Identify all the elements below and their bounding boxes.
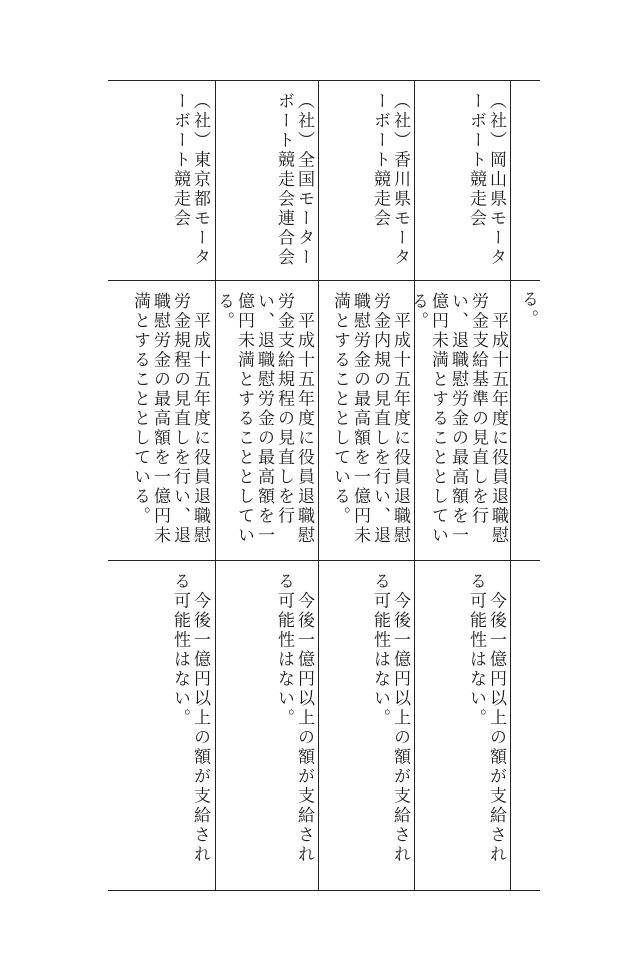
outlook-tokyo: 今後一億円以上の額が支給される可能性はない。 [170, 572, 210, 865]
outlook-okayama: 今後一億円以上の額が支給される可能性はない。 [466, 572, 506, 865]
table-bottom-rule [108, 890, 540, 891]
outlook-national: 今後一億円以上の額が支給される可能性はない。 [274, 572, 314, 865]
row-divider-continuation [510, 80, 511, 890]
measures-table [108, 80, 540, 890]
outlook-kagawa: 今後一億円以上の額が支給される可能性はない。 [370, 572, 410, 865]
continuation-text: る。 [518, 290, 538, 329]
column-divider-measure-outlook [108, 560, 540, 561]
row-divider-3 [215, 80, 216, 890]
measure-kagawa: 平成十五年度に役員退職慰労金内規の見直しを行い、退職慰労金の最高額を一億円未満とすることとしている。 [330, 292, 410, 546]
org-okayama: （社）岡山県モーターボート競走会 [466, 92, 506, 268]
row-divider-2 [318, 80, 319, 890]
row-divider-1 [414, 80, 415, 890]
table-top-rule [108, 80, 540, 81]
column-divider-org-measure [108, 280, 540, 281]
measure-national: 平成十五年度に役員退職慰労金支給規程の見直しを行い、退職慰労金の最高額を一億円未満とすることとしている。 [214, 292, 314, 546]
measure-tokyo: 平成十五年度に役員退職慰労金規程の見直しを行い、退職慰労金の最高額を一億円未満とすることとしている。 [130, 292, 210, 546]
org-national: （社）全国モーターボート競走会連合会 [274, 92, 314, 268]
org-kagawa: （社）香川県モーターボート競走会 [370, 92, 410, 268]
measure-okayama: 平成十五年度に役員退職慰労金支給基準の見直しを行い、退職慰労金の最高額を一億円未満とすることとしている。 [408, 292, 508, 546]
org-tokyo: （社）東京都モーターボート競走会 [170, 92, 210, 268]
